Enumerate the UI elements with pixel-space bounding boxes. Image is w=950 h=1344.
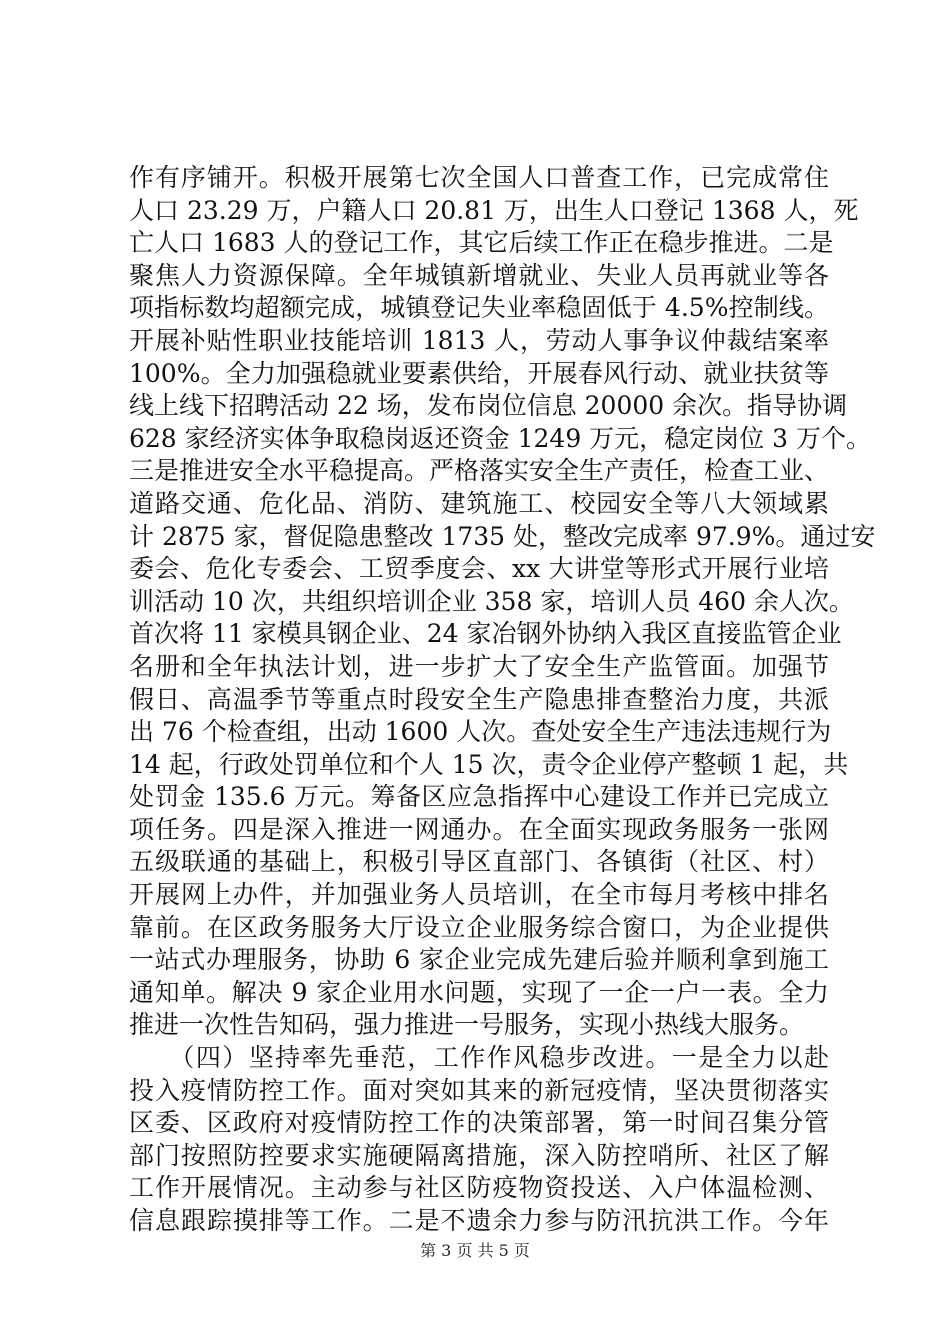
- text-line: 训活动 10 次，共组织培训企业 358 家，培训人员 460 余人次。: [129, 586, 854, 616]
- text-line: 假日、高温季节等重点时段安全生产隐患排查整治力度，共派: [129, 684, 829, 714]
- text-line: 项任务。四是深入推进一网通办。在全面实现政务服务一张网: [129, 814, 829, 844]
- text-line: 五级联通的基础上，积极引导区直部门、各镇街（社区、村）: [129, 847, 829, 877]
- text-line: 首次将 11 家模具钢企业、24 家冶钢外协纳入我区直接监管企业: [129, 619, 842, 649]
- text-line: 道路交通、危化品、消防、建筑施工、校园安全等八大领域累: [129, 488, 829, 518]
- text-line: （四）坚持率先垂范，工作作风稳步改进。一是全力以赴: [129, 1043, 829, 1073]
- page-number: 第 3 页 共 5 页: [420, 1241, 530, 1260]
- text-line: 三是推进安全水平稳提高。严格落实安全生产责任，检查工业、: [129, 456, 830, 486]
- text-line: 聚焦人力资源保障。全年城镇新增就业、失业人员再就业等各: [129, 260, 829, 290]
- page-footer: [0, 1238, 950, 1261]
- text-line: 信息跟踪摸排等工作。二是不遗余力参与防汛抗洪工作。今年: [129, 1206, 829, 1235]
- text-line: 项指标数均超额完成，城镇登记失业率稳固低于 4.5%控制线。: [129, 293, 829, 323]
- text-line: 处罚金 135.6 万元。筹备区应急指挥中心建设工作并已完成立: [129, 782, 829, 812]
- text-line: 开展网上办件，并加强业务人员培训，在全市每月考核中排名: [129, 880, 829, 910]
- text-line: 作有序铺开。积极开展第七次全国人口普查工作，已完成常住: [129, 163, 829, 192]
- body-text: [129, 162, 876, 1238]
- text-line: 人口 23.29 万，户籍人口 20.81 万，出生人口登记 1368 人，死: [129, 195, 859, 225]
- text-line: 线上线下招聘活动 22 场，发布岗位信息 20000 余次。指导协调: [129, 391, 848, 421]
- text-line: 计 2875 家，督促隐患整改 1735 处，整改完成率 97.9%。通过安: [129, 521, 876, 551]
- text-line: 开展补贴性职业技能培训 1813 人，劳动人事争议仲裁结案率: [129, 325, 829, 355]
- text-line: 100%。全力加强稳就业要素供给，开展春风行动、就业扶贫等: [129, 358, 829, 388]
- text-line: 推进一次性告知码，强力推进一号服务，实现小热线大服务。: [129, 1010, 805, 1040]
- text-line: 通知单。解决 9 家企业用水问题，实现了一企一户一表。全力: [129, 977, 829, 1007]
- text-line: 亡人口 1683 人的登记工作，其它后续工作正在稳步推进。二是: [129, 228, 834, 258]
- text-line: 靠前。在区政务服务大厅设立企业服务综合窗口，为企业提供: [129, 912, 829, 942]
- text-line: 投入疫情防控工作。面对突如其来的新冠疫情，坚决贯彻落实: [129, 1075, 829, 1105]
- text-line: 一站式办理服务，协助 6 家企业完成先建后验并顺利拿到施工: [129, 945, 829, 975]
- text-line: 部门按照防控要求实施硬隔离措施，深入防控哨所、社区了解: [129, 1140, 829, 1170]
- text-line: 14 起，行政处罚单位和个人 15 次，责令企业停产整顿 1 起，共: [129, 749, 849, 779]
- text-line: 工作开展情况。主动参与社区防疫物资投送、入户体温检测、: [129, 1173, 829, 1203]
- text-line: 委会、危化专委会、工贸季度会、xx 大讲堂等形式开展行业培: [129, 554, 829, 584]
- text-line: 名册和全年执法计划，进一步扩大了安全生产监管面。加强节: [129, 651, 829, 681]
- text-line: 区委、区政府对疫情防控工作的决策部署，第一时间召集分管: [129, 1108, 829, 1138]
- text-line: 出 76 个检查组，出动 1600 人次。查处安全生产违法违规行为: [129, 717, 832, 747]
- text-line: 628 家经济实体争取稳岗返还资金 1249 万元，稳定岗位 3 万个。: [129, 423, 871, 453]
